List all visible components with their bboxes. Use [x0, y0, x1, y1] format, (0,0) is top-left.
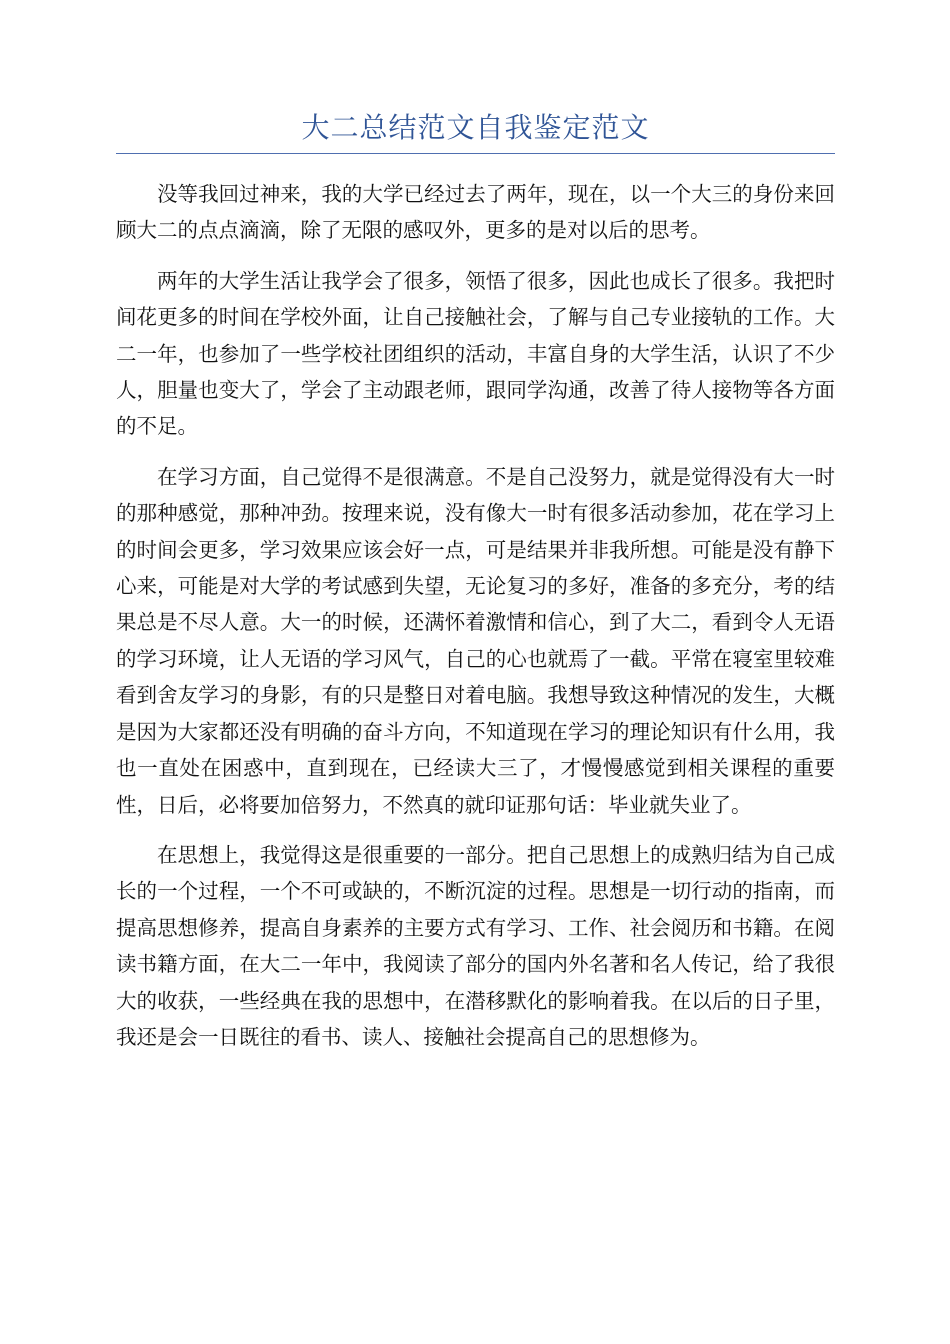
title-underline: [116, 153, 835, 154]
document-body: [116, 176, 835, 1069]
paragraph-4: 在思想上，我觉得这是很重要的一部分。把自己思想上的成熟归结为自己成长的一个过程，一个不可或缺的，不断沉淀的过程。思想是一切行动的指南，而提高思想修养，提高自身素养的主要方式有学习、工作、社会阅历和书籍。在阅读书籍方面，在大二一年中，我阅读了部分的国内外名著和名人传记，给了我很大的收获，一些经典在我的思想中，在潜移默化的影响着我。在以后的日子里，我还是会一日既往的看书、读人、接触社会提高自己的思想修为。: [116, 842, 835, 1049]
paragraph-2: 两年的大学生活让我学会了很多，领悟了很多，因此也成长了很多。我把时间花更多的时间在学校外面，让自己接触社会，了解与自己专业接轨的工作。大二一年，也参加了一些学校社团组织的活动，丰富自身的大学生活，认识了不少人，胆量也变大了，学会了主动跟老师，跟同学沟通，改善了待人接物等各方面的不足。: [116, 268, 835, 439]
document-title: 大二总结范文自我鉴定范文: [301, 111, 650, 144]
paragraph-1: 没等我回过神来，我的大学已经过去了两年，现在，以一个大三的身份来回顾大二的点点滴滴，除了无限的感叹外，更多的是对以后的思考。: [116, 182, 835, 243]
paragraph-3: 在学习方面，自己觉得不是很满意。不是自己没努力，就是觉得没有大一时的那种感觉，那种冲劲。按理来说，没有像大一时有很多活动参加，花在学习上的时间会更多，学习效果应该会好一点，可是结果并非我所想。可能是没有静下心来，可能是对大学的考试感到失望，无论复习的多好，准备的多充分，考的结果总是不尽人意。大一的时候，还满怀着激情和信心，到了大二，看到令人无语的学习环境，让人无语的学习风气，自己的心也就焉了一截。平常在寝室里较难看到舍友学习的身影，有的只是整日对着电脑。我想导致这种情况的发生，大概是因为大家都还没有明确的奋斗方向，不知道现在学习的理论知识有什么用，我也一直处在困惑中，直到现在，已经读大三了，才慢慢感觉到相关课程的重要性，日后，必将要加倍努力，不然真的就印证那句话：毕业就失业了。: [116, 464, 835, 817]
